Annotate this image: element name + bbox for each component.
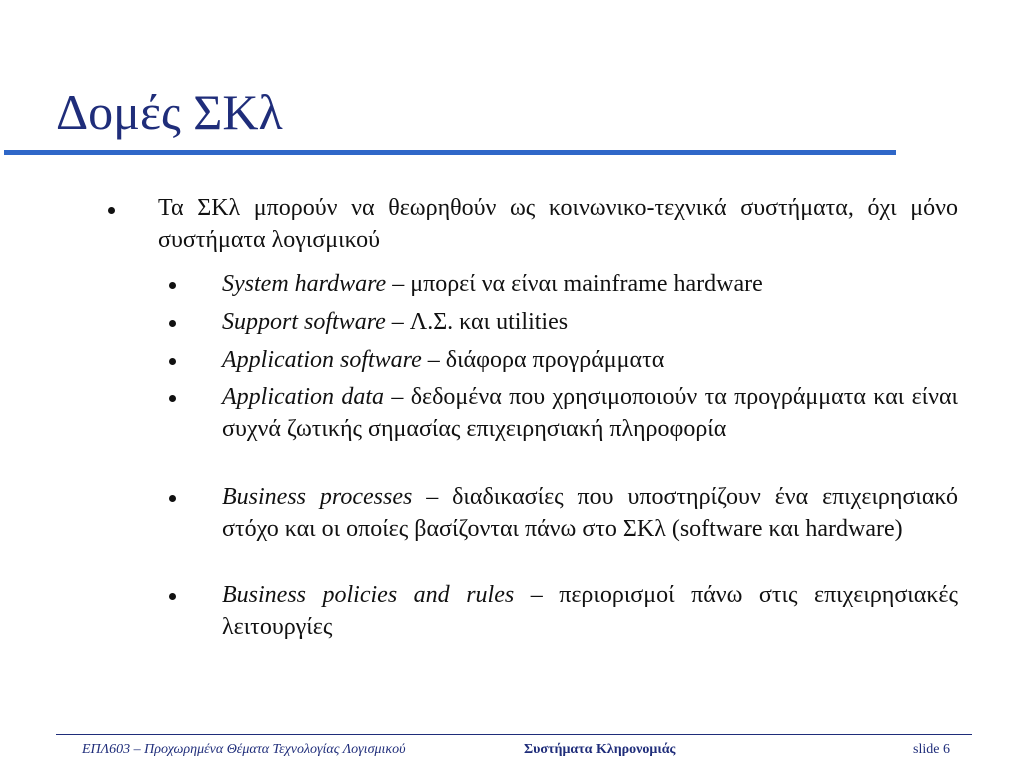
title-underline bbox=[4, 150, 896, 155]
sub-bullet-item bbox=[222, 481, 958, 545]
slide-title: Δομές ΣΚλ bbox=[56, 84, 283, 140]
sub-bullet-term: Business policies and rules bbox=[222, 582, 515, 608]
bullet-icon bbox=[169, 282, 176, 289]
footer-divider bbox=[56, 734, 972, 735]
sub-bullet-description: – διαδικασίες που υποστηρίζουν ένα επιχειρησιακό στόχο και οι οποίες βασίζονται πάνω στο ΣΚλ (software και hardware) bbox=[222, 484, 958, 542]
slide-footer bbox=[82, 741, 950, 761]
sub-bullet-term: Business processes bbox=[222, 484, 413, 510]
bullet-icon bbox=[108, 207, 115, 214]
bullet-icon bbox=[169, 358, 176, 365]
footer-topic: Συστήματα Κληρονομιάς bbox=[524, 742, 676, 757]
sub-bullet-item bbox=[222, 268, 958, 300]
sub-bullet-description: – Λ.Σ. και utilities bbox=[385, 309, 569, 335]
footer-course: ΕΠΛ603 – Προχωρημένα Θέματα Τεχνολογίας Λογισμικού bbox=[82, 742, 406, 757]
sub-bullet-description: – περιορισμοί πάνω στις επιχειρησιακές λειτουργίες bbox=[222, 582, 958, 640]
sub-bullet-term: Application data bbox=[222, 384, 385, 410]
sub-bullet-item bbox=[222, 306, 958, 338]
sub-bullet-item bbox=[222, 381, 958, 445]
sub-bullet-term: System hardware bbox=[222, 271, 387, 297]
sub-bullet-description: – διάφορα προγράμματα bbox=[421, 347, 665, 373]
bullet-icon bbox=[169, 593, 176, 600]
sub-bullet-description: – μπορεί να είναι mainframe hardware bbox=[386, 271, 763, 297]
bullet-icon bbox=[169, 495, 176, 502]
sub-bullet-description: – δεδομένα που χρησιμοποιούν τα προγράμματα και είναι συχνά ζωτικής σημασίας επιχειρησιακή πληροφορία bbox=[222, 384, 958, 442]
main-bullet-item bbox=[158, 192, 958, 256]
sub-bullet-item bbox=[222, 344, 958, 376]
sub-bullet-item bbox=[222, 579, 958, 643]
sub-bullet-term: Support software bbox=[222, 309, 386, 335]
bullet-icon bbox=[169, 395, 176, 402]
bullet-icon bbox=[169, 320, 176, 327]
main-bullet-text: Τα ΣΚλ μπορούν να θεωρηθούν ως κοινωνικο-τεχνικά συστήματα, όχι μόνο συστήματα λογισμικού bbox=[158, 195, 958, 253]
sub-bullet-term: Application software bbox=[222, 347, 422, 373]
footer-slide-number: slide 6 bbox=[913, 742, 950, 757]
